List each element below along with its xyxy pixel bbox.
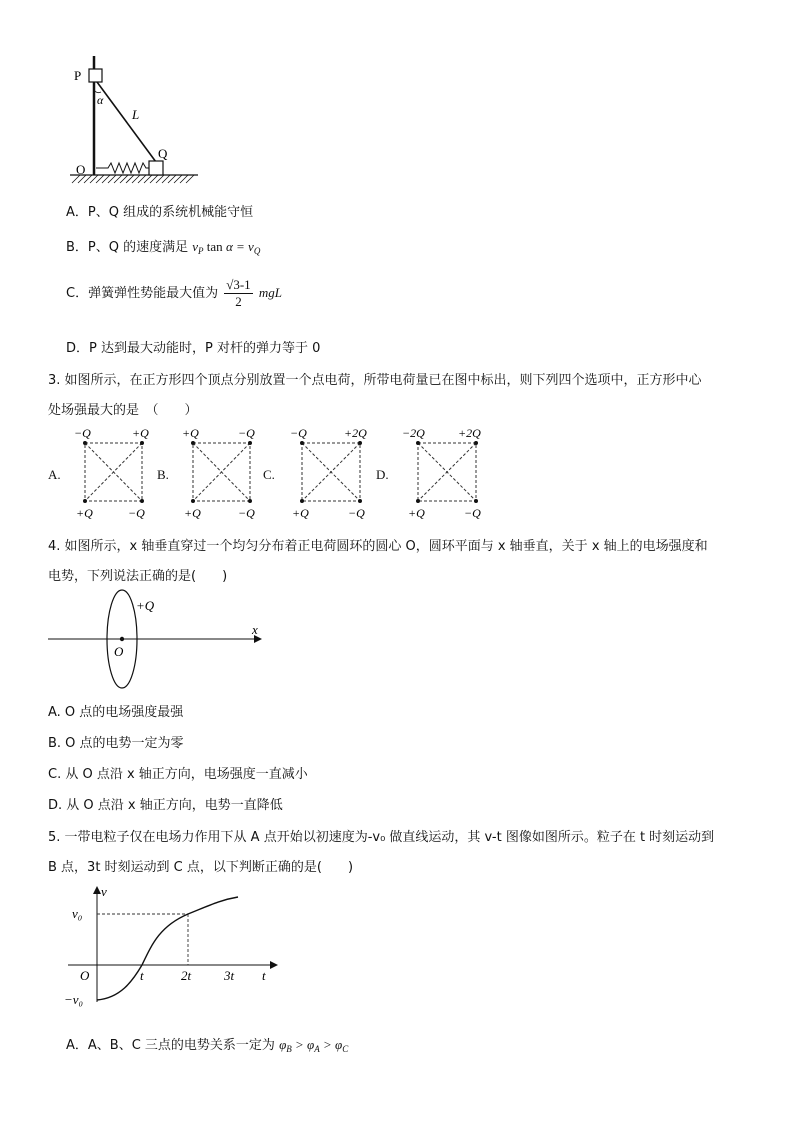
v-axis-label: v xyxy=(101,884,107,899)
charge-tr: +Q xyxy=(132,426,149,440)
q2-option-b-text: B．P、Q 的速度满足 xyxy=(66,240,189,255)
q2-option-b xyxy=(66,236,260,256)
q3-option-d-letter: D. xyxy=(376,467,389,482)
q4-option-a: A. O 点的电场强度最强 xyxy=(48,705,184,720)
label-p: P xyxy=(74,68,82,83)
charge-br: −Q xyxy=(464,506,481,520)
block-p xyxy=(89,69,102,82)
label-q: Q xyxy=(158,146,168,161)
tick-2t: 2t xyxy=(181,968,192,983)
q2-option-c xyxy=(66,277,282,310)
vt-graph xyxy=(60,882,284,1010)
q3-options-row xyxy=(48,425,508,525)
tick-t: t xyxy=(140,968,144,983)
label-o: O xyxy=(76,162,86,177)
q5-option-a-text: A．A、B、C 三点的电势关系一定为 xyxy=(66,1038,275,1053)
q3-option-a-letter: A. xyxy=(48,467,61,482)
charge-bl: +Q xyxy=(408,506,425,520)
q5-option-a-formula: $\varphi_B > \varphi_A > \varphi_C$ xyxy=(279,1037,349,1054)
block-q xyxy=(149,161,163,175)
charge-br: −Q xyxy=(238,506,255,520)
charge-br: −Q xyxy=(128,506,145,520)
charge-tl: −Q xyxy=(74,426,91,440)
q3-square-c xyxy=(286,425,382,521)
charge-bl: +Q xyxy=(76,506,93,520)
origin-label: O xyxy=(80,968,90,983)
neg-v0-label: −v₀ xyxy=(64,992,84,1007)
x-axis-label: x xyxy=(252,622,258,637)
q5-option-a xyxy=(66,1034,348,1054)
label-alpha: α xyxy=(97,93,104,107)
q2-option-d: D．P 达到最大动能时，P 对杆的弹力等于 0 xyxy=(66,341,321,356)
label-l: L xyxy=(132,107,140,122)
q3-stem-line2: 处场强最大的是 （ ） xyxy=(48,403,198,418)
q4-option-b: B. O 点的电势一定为零 xyxy=(48,736,184,751)
q4-option-c: C. 从 O 点沿 x 轴正方向，电场强度一直减小 xyxy=(48,767,308,782)
charge-tl: −Q xyxy=(290,426,307,440)
q2-option-c-text: C．弹簧弹性势能最大值为 xyxy=(66,286,219,301)
charge-tr: +2Q xyxy=(458,426,481,440)
q2-option-a: A．P、Q 组成的系统机械能守恒 xyxy=(66,205,254,220)
q2-option-c-tail: mgL xyxy=(258,285,282,300)
charge-tl: −2Q xyxy=(402,426,425,440)
q3-option-c-letter: C. xyxy=(263,467,275,482)
q4-stem-line1: 4. 如图所示，x 轴垂直穿过一个均匀分布着正电荷圆环的圆心 O，圆环平面与 x 轴垂直，关于 x 轴上的电场强度和 xyxy=(48,539,708,554)
q4-stem-line2: 电势，下列说法正确的是( ) xyxy=(48,569,228,584)
q5-stem-line2: B 点，3t 时刻运动到 C 点，以下判断正确的是( ) xyxy=(48,860,354,875)
charge-tl: +Q xyxy=(182,426,199,440)
ring-axis-figure xyxy=(46,588,268,694)
q3-option-b-letter: B. xyxy=(157,467,169,482)
q3-square-a xyxy=(68,425,158,521)
charge-tr: −Q xyxy=(238,426,255,440)
v0-label: v₀ xyxy=(72,906,83,921)
t-axis-label: t xyxy=(262,968,266,983)
q2-option-b-formula: $v_P$ $\tan \alpha = v_Q$ xyxy=(192,239,261,256)
rod-spring-figure xyxy=(60,52,210,192)
velocity-curve xyxy=(97,897,238,1000)
charge-br: −Q xyxy=(348,506,365,520)
q3-square-d xyxy=(400,425,500,521)
q3-square-b xyxy=(176,425,268,521)
ring-charge-label: +Q xyxy=(136,598,155,613)
q2-option-c-fraction: $\frac{√3-1}{2}$ xyxy=(226,277,251,309)
center-label: O xyxy=(114,644,124,659)
charge-bl: +Q xyxy=(184,506,201,520)
charge-bl: +Q xyxy=(292,506,309,520)
tick-3t: 3t xyxy=(224,968,235,983)
q3-stem-line1: 3. 如图所示，在正方形四个顶点分别放置一个点电荷，所带电荷量已在图中标出，则下列四个选项中，正方形中心 xyxy=(48,373,702,388)
q4-option-d: D. 从 O 点沿 x 轴正方向，电势一直降低 xyxy=(48,798,283,813)
charge-tr: +2Q xyxy=(344,426,367,440)
q5-stem-line1: 5. 一带电粒子仅在电场力作用下从 A 点开始以初速度为-v₀ 做直线运动，其 v-t 图像如图所示。粒子在 t 时刻运动到 xyxy=(48,830,715,845)
